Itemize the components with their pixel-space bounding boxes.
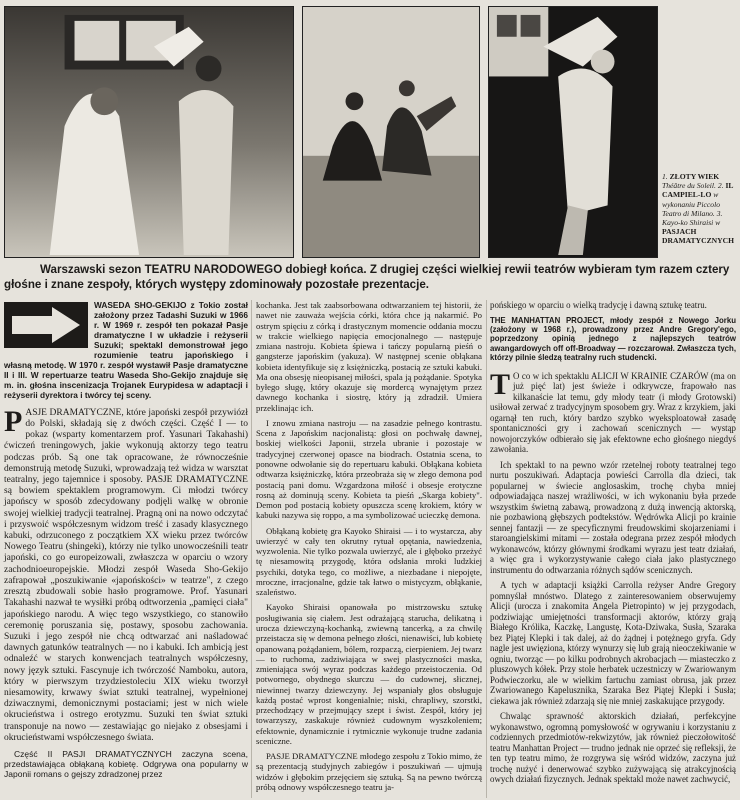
caption-text: w (715, 218, 721, 228)
article-paragraph: Część II PASJI DRAMATYCZNYCH zaczyna scena, przedstawiająca obłąkaną kobietę. Odgrywa ona popularny w Japonii romans o gejszy zdradzonej przez (4, 748, 248, 780)
caption-number: 2. (717, 181, 724, 191)
caption-title: ZŁOTY WIEK (669, 172, 720, 181)
arrow-icon (4, 302, 88, 348)
photo-caption (662, 172, 736, 246)
photo-il-campiello (302, 6, 480, 258)
intro-note: WASEDA SHO-GEKIJO z Tokio został założony przez Tadashi Suzuki w 1966 r. W 1969 r. zespół ten pokazał Pasje dramatyczne I w układzie i reżyserii Suzuki; spektakl demonstrował jego rozumienie teatru japońskiego i własną metodę. W 1970 r. zespół wystawił Pasje dramatyczne II i III. W repertuarze teatru Waseda Sho-Gekijo znajduje się m. in. głośna inscenizacja Trojanek Eurypidesa w adaptacji i reżyserii dyrektora i twórcy tej sceny. (4, 300, 248, 400)
article-paragraph: T O co w ich spektaklu ALICJI W KRAINIE CZARÓW (ma on już pięć lat) jest świeże i odkrywcze, frapowało nas kilkanaście lat temu, gdy młody teatr (i młody Grotowski) usiłował zerwać z tradycyjnym sposobem gry. Wraz z krzykiem, jaki ogarnął ten ruch, który bardzo szybko wyeksploatował zasadę spontaniczności gry i zachowań scenicznych — wystąp nowojorczyków odbierało się jak efektowne echo głośnego niegdyś zawołania. (490, 367, 736, 455)
article-paragraph: Kayoko Shiraisi opanowała po mistrzowsku sztukę posługiwania się ciałem. Jest odrażającą starucha, delikatną i urocza dziewczyną-kochanką, zwiewną tancerką, a za chwilę przeistacza się w demona pełnego złości, nienawiści, lub kobietę opanowaną pożądaniem, bólem, rozpaczą, cierpieniem. Jej twarz — to ruchoma, zadziwiająca w swej plastyczności maska, zmieniająca swój wyraz podczas każdego przeistoczenia. Od potwornego, obydnego skurczu — do cudownej, słicznej, niewinnej twarzy dziewczyny. Jej wspaniały głos obsługuje każdą postać wprost kongenialnie; niski, chrapliwy, szorstki, przechodzący w przejmujący szept i świst. Zespół, który jej towarzyszy, zaskakuje również cudownym wyszkoleniem; efektownie, dynamicznie i rytmicznie wykonuje trudne zadania sceniczne. (256, 602, 482, 746)
article-paragraph: A tych w adaptacji książki Carrolla reżyser Andre Gregory pomnyślał mnóstwo. Dlatego z zainteresowaniem obserwujemy Alicji (urocza i znakomita Angela Pietropinto) w jej przygodach, podziwiając umiejętności transformacji aktorów, którzy grają Białego Królika, Kaczkę, Langustę, Kota-Dziwaka, Susła, Szaraka bez Piątej Klepki i tak dalej, aż do żądnej i potężnego gryfa. Gdy nagle jest uwięziona, którzy wynurzy się lub grają nieoczekiwanie w ogniu, tworząc — po kilku podrobnych akrobacjach — miasteczko z pluszowych kółek. Przy stole herbatek uczestniczy w Zwariowanym Podwieczorku, ale w wielkim fartuchu zamiast obrusa, jak przez Zwariowanego Kapelusznika, Szaraka Bez Piątej Klepki i Susła; ciekawa jak również zdarzają się nie mniej zaskakujące przygody. (490, 580, 736, 706)
column-3 (490, 300, 736, 790)
caption-number: 1. (662, 172, 668, 181)
column-divider (251, 300, 252, 798)
intro-note: THE MANHATTAN PROJECT, młody zespół z Nowego Jorku (założony w 1968 r.), prowadzony przez Andre Gregory'ego, poprzedzony opinią jednego z najlepszych teatrów awangardowych off off-Broadway — rozczarował. Zwłaszcza tych, którzy pilnie śledzą teatralny ruch studencki. (490, 315, 736, 363)
photo-zloty-wiek (4, 6, 294, 258)
article-paragraph: Obłąkaną kobietę gra Kayoko Shiraisi — i to wystarcza, aby uwierzyć w cały ten okrutny rytuał opętania, nawiedzenia, wyzwolenia. Nie tylko pozwala uwierzyć, ale i głęboko przeżyć tę niesamowitą przygodę, która odsłania mroki ludzkiej psychiki, dotyka tego, co możliwe, a niezbadane i niepojęte, mroczne, irracjonalne, gdzie tak łatwo o mistycyzm, obłąkanie, szaleństwo. (256, 525, 482, 598)
article-paragraph: Ich spektakl to na pewno wzór rzetelnej roboty teatralnej tego nurtu poszukiwań. Adaptacja powieści Carrolla dla dzieci, tak popularnej w świecie anglosaskim, trochę chyba mniej odpowiadająca naszej wrażliwości, w ich wykonaniu była przede wszystkim świetną zabawą, prowadzoną z dużą inwencją aktorską, nie pozbawioną głębszych podtekstów. Wędrówka Alicji po krainie sennej fantazji — ze specyficznymi freudowskimi skojarzeniami i staroangielskimi mitami — została odegrana przez zespół młodych wykonawców, którzy głównymi środkami wyrazu jest teatr działań, a więc gra i wykorzystywanie całego ciała jako plastycznego instrumentu do odtwarzania różnych sądów scenicznych. (490, 459, 736, 575)
caption-title: PASJACH DRAMATYCZNYCH (662, 227, 734, 246)
photo-pasje-dramatyczne (488, 6, 658, 258)
article-paragraph: PASJE DRAMATYCZNE, które japoński zespół przywiózł do Polski, składają się z dwóch części. Część I — to pokaz (wsparty komentarzem prof. Yasunari Takahashi) ćwiczeń treningowych, jakie wykonują aktorzy tego teatru podczas prób. Są one tak opracowane, że równocześnie demonstrują metodę Suzuki, wprowadzają też widza w warsztat teatralny, jego tajemnice i sposoby. PASJE DRAMATYCZNE są bowiem spektaklem programowym. Ci młodzi twórcy japońscy w sposób zdecydowany podjęli walkę w obronie swojej wielkiej tradycji teatralnej. Pragną oni na nowo odczytać i przyswoić współczesnym widzom treść i zasady klasycznego kabuki, odrzuconego z początkiem XX wieku przez twórców Nowego Teatru (shingeki), którzy nie tylko unowocześnili teatr japoński, co go europeizowali, zwłaszcza w oparciu o wzory zachodnioeuropejskie. Młodzi zespół Waseda Sho-Gekijo zafrapował „poszukiwanie «japońskości» w teatrze", z czego zresztą zbudowali sobie hasło programowe. Prof. Yasunari Takahashi nazwał te wysiłki próbą odtworzenia „pamięci ciała" japońskiego narodu. A więc tego wszystkiego, co stanowiło ceremonię poruszania się, postawy, sposobu zachowania. Suzuki i jego zespół nie chcą odtwarzać ani naśladować dawnych gatunków teatralnych — no i kabuki. Ich ambicją jest odnaleźć w starych konwencjach teatralnych współczesny, nowy język sztuki. Fascynuje ich twórczość Namboku, autora, który w pierwszym trzydziestoleciu XIX wieku tworzył niesamowity, krwawy świat sztuki teatralnej, wypełnionej dziwacznymi, demonicznymi postaciami; jest w nich wiele okrucieństwa i ostrego erotyzmu. Suzuki ten świat sztuki transponuje na nowo — zestawiając go niejako z obsesjami i okrucieństwami współczesnego świata. (4, 404, 248, 743)
article-paragraph: PASJE DRAMATYCZNE młodego zespołu z Tokio mimo, że są prezentacją studyjnych zabiegów i poszukiwań — ujmują widzów i głębokim przejęciem się sztuką. Są na pewno twórczą próbą odnowy współczesnego teatru ja- (256, 751, 482, 792)
article-paragraph: pońskiego w oparciu o wielką tradycję i dawną sztukę teatru. (490, 300, 707, 310)
caption-text: Kayo-ko Shiraisi (662, 218, 714, 228)
caption-text: w wykonaniu Piccolo Teatro di Milano. (662, 190, 720, 218)
drop-cap: P (4, 404, 23, 438)
article-paragraph: kochanka. Jest tak zaabsorbowana odtwarzaniem tej historii, że nawet nie zauważa wejścia córki, która chce ją nakarmić. Po ostrym spięciu z córką i drastycznym momencie oddania moczu w trakcie wielkiego napięcia emocjonalnego — następuje zmiana nastroju. Kobieta śpiewa i tańczy popularną pieśń o gangsterze japońskim (yakuza). W następnej scenie obłąkana kobieta identyfikuje się z księżniczką, postacią ze sztuki kabuki. Ma ona obsesję nieopisanej miłości, spala ją pożądanie. Spotyka byłego sługę, który okazuje się mordercą wynajętym przez dawnego kochanka i siostrę, który ją zdradził. Umiera przeklinając ich. (256, 300, 482, 413)
drop-cap: T (490, 367, 511, 401)
lead-paragraph: Warszawski sezon TEATRU NARODOWEGO dobiegł końca. Z drugiej części wielkiej rewii teatrów wybieram tym razem cztery głośne i znane zespoły, których występy zdominowały pozostałe prezentacje. (4, 263, 730, 291)
caption-number: 3. (716, 208, 723, 218)
column-2 (256, 300, 482, 797)
caption-title: IL CAMPIEL-LO (662, 181, 734, 200)
column-divider (486, 300, 487, 798)
caption-text: Théâtre du Soleil. (662, 181, 716, 191)
column-1 (4, 300, 248, 785)
article-paragraph: I znowu zmiana nastroju — na zasadzie pełnego kontrastu. Scena z Japońskim nacjonalistą: głosi on pochwałę dawnej, boskiej wielkości Japonii, strzela ubranie i pozostaje w tradycyjnej czerwonej opasce na biodrach. Ostatnia scena, to ponowne odwołanie się do repertuaru kabuki. Obłąkana kobieta odtwarza księżniczkę, która przeobraża się w złego demona pod postacią pani domu. Wzgardzona miłość i obsesje erotyczne rosną aż dominują sceny. Kobieta ta pieśń „Skarga kobiety". Demon pod postacią kobiety opuszcza scenę krokiem, który w kabuki nazywa się roppo, a ma symbolizować ucieczkę demona. (256, 417, 482, 521)
article-paragraph: Chwaląc sprawność aktorskich działań, perfekcyjne wykonawstwo, ogromną pomysłowość w ogrywaniu i korzystaniu z codziennych przedmiotów-rekwizytów, jak również pieczołowitość teatru Manhattan Project — trudno jednak nie oprzeć się refleksji, że ten typ teatru mimo, że rozgrywa się wśród widzów, zaczyna już trochę nużyć i denerwować szybko zużywającą się atrakcyjnością owych działań fizycznych. Jednak spektakl może nawet zachwycić, (490, 711, 736, 785)
